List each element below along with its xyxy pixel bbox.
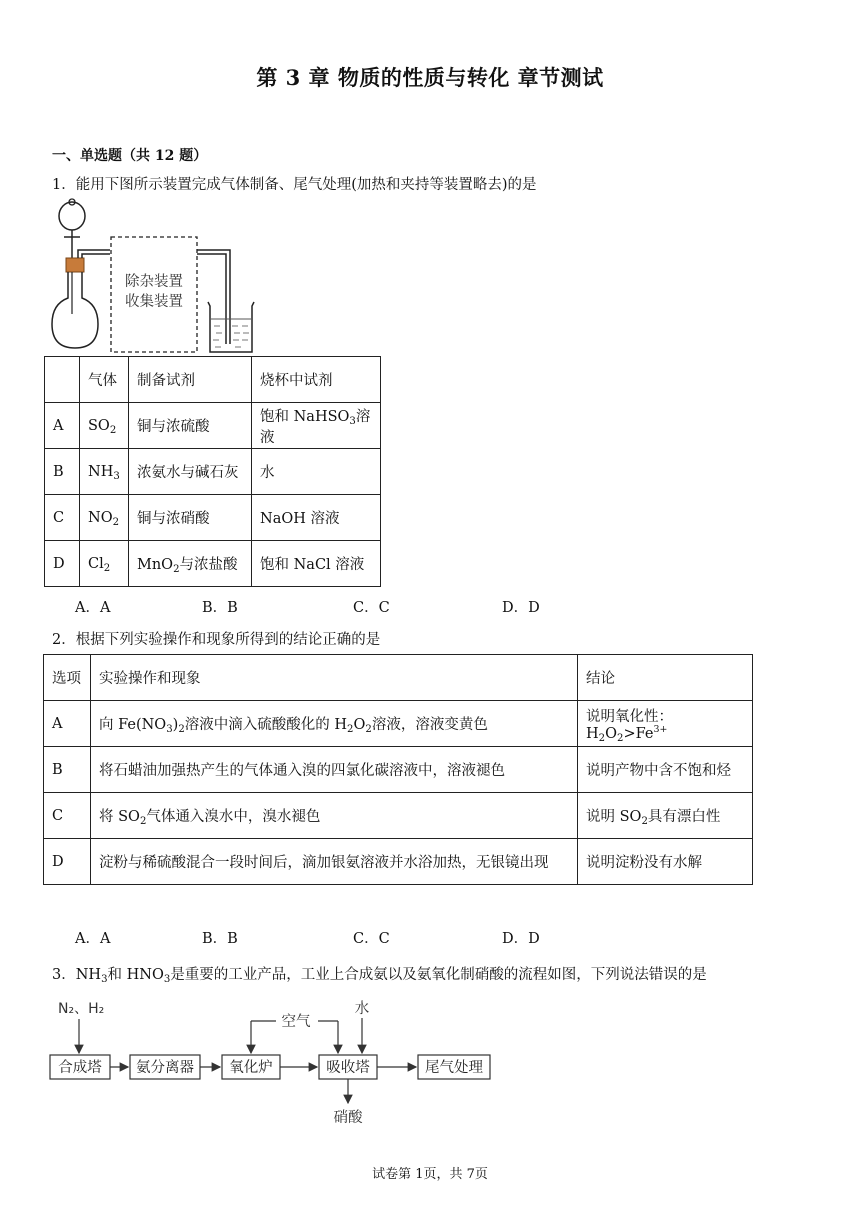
reagent: 铜与浓硝酸 xyxy=(129,495,252,541)
flow-air-label: 空气 xyxy=(281,1014,311,1030)
q3-stem: 3．$NH_3$和 $HNO_3$是重要的工业产品，工业上合成氨以及氨氧化制硝酸的流程如图，下列说法错误的是 xyxy=(52,967,707,985)
row-key: C xyxy=(44,793,91,839)
table-row xyxy=(44,839,753,885)
beaker-reagent: NaOH 溶液 xyxy=(252,495,381,541)
page-footer: 试卷第 1页，共 7页 xyxy=(372,1167,488,1182)
flow-box-tail-gas-label: 尾气处理 xyxy=(425,1060,483,1076)
beaker-liquid xyxy=(213,326,249,347)
table-row xyxy=(45,495,381,541)
row-key: B xyxy=(44,747,91,793)
table-row xyxy=(44,701,753,747)
flow-box-oxidizer-label: 氧化炉 xyxy=(229,1060,273,1076)
gas-formula: $Cl_2$ xyxy=(80,541,129,587)
gas-formula: $NH_3$ xyxy=(80,449,129,495)
q2-stem: 2．根据下列实验操作和现象所得到的结论正确的是 xyxy=(52,632,381,648)
flow-box-separator-label: 氨分离器 xyxy=(136,1060,194,1076)
flask-stopper xyxy=(66,258,84,272)
box-label-collect: 收集装置 xyxy=(125,294,183,310)
q2-choice-a[interactable]: A．A xyxy=(75,931,111,947)
q1-choice-b[interactable]: B．B xyxy=(202,600,238,616)
operation-text: 淀粉与稀硫酸混合一段时间后，滴加银氨溶液并水浴加热，无银镜出现 xyxy=(91,839,578,885)
q1-apparatus-diagram xyxy=(44,196,274,358)
section-heading: 一、单选题（共 12 题） xyxy=(52,148,208,164)
gas-formula: $SO_2$ xyxy=(80,403,129,449)
table-row xyxy=(45,541,381,587)
flow-box-synthesis-label: 合成塔 xyxy=(58,1060,102,1076)
row-key: C xyxy=(45,495,80,541)
flow-product-label: 硝酸 xyxy=(333,1110,363,1126)
q2-table xyxy=(43,654,753,885)
operation-text: 向 $Fe(NO_3)_2$溶液中滴入硫酸酸化的 $H_2O_2$溶液，溶液变黄色 xyxy=(91,701,578,747)
q2-choice-b[interactable]: B．B xyxy=(202,931,238,947)
table-row xyxy=(44,747,753,793)
conclusion-text: 说明氧化性：$H_2O_2>Fe^{3+}$ xyxy=(578,701,753,747)
table-row xyxy=(45,403,381,449)
row-key: D xyxy=(44,839,91,885)
round-bottom-flask xyxy=(52,272,98,348)
q1-choice-d[interactable]: D．D xyxy=(502,600,540,616)
q2-header-option: 选项 xyxy=(44,655,91,701)
conclusion-text: 说明产物中含不饱和烃 xyxy=(578,747,753,793)
row-key: A xyxy=(45,403,80,449)
reagent: 铜与浓硫酸 xyxy=(129,403,252,449)
q1-choice-c[interactable]: C．C xyxy=(353,600,390,616)
box-label-purify: 除杂装置 xyxy=(125,274,183,290)
flow-box-absorber-label: 吸收塔 xyxy=(326,1060,370,1076)
operation-text: 将石蜡油加强热产生的气体通入溴的四氯化碳溶液中，溶液褪色 xyxy=(91,747,578,793)
q1-header-beaker: 烧杯中试剂 xyxy=(252,357,381,403)
q1-header-gas: 气体 xyxy=(80,357,129,403)
beaker-reagent: 水 xyxy=(252,449,381,495)
operation-text: 将 $SO_2$气体通入溴水中，溴水褪色 xyxy=(91,793,578,839)
conclusion-text: 说明 $SO_2$具有漂白性 xyxy=(578,793,753,839)
gas-formula: $NO_2$ xyxy=(80,495,129,541)
q3-flow-diagram xyxy=(46,995,506,1130)
reagent: MnO$_2$与浓盐酸 xyxy=(129,541,252,587)
q1-table xyxy=(44,356,381,587)
beaker-reagent: 饱和 NaHSO$_3$溶液 xyxy=(252,403,381,449)
row-key: B xyxy=(45,449,80,495)
q1-choice-a[interactable]: A．A xyxy=(75,600,111,616)
q2-table-header-row xyxy=(44,655,753,701)
q1-table-header-row xyxy=(45,357,381,403)
flow-water-label: 水 xyxy=(354,1001,370,1017)
q1-stem: 1．能用下图所示装置完成气体制备、尾气处理(加热和夹持等装置略去)的是 xyxy=(52,177,537,193)
table-row xyxy=(44,793,753,839)
funnel-bulb xyxy=(59,202,85,230)
q1-header-blank xyxy=(45,357,80,403)
reagent: 浓氨水与碱石灰 xyxy=(129,449,252,495)
q2-header-conclusion: 结论 xyxy=(578,655,753,701)
page-title: 第 3 章 物质的性质与转化 章节测试 xyxy=(256,65,604,90)
q2-choice-c[interactable]: C．C xyxy=(353,931,390,947)
beaker-reagent: 饱和 NaCl 溶液 xyxy=(252,541,381,587)
flow-feed-label: N₂、H₂ xyxy=(58,1001,105,1017)
q1-header-reagent: 制备试剂 xyxy=(129,357,252,403)
conclusion-text: 说明淀粉没有水解 xyxy=(578,839,753,885)
table-row xyxy=(45,449,381,495)
row-key: A xyxy=(44,701,91,747)
q2-header-operation: 实验操作和现象 xyxy=(91,655,578,701)
beaker xyxy=(208,302,254,352)
q2-choice-d[interactable]: D．D xyxy=(502,931,540,947)
row-key: D xyxy=(45,541,80,587)
